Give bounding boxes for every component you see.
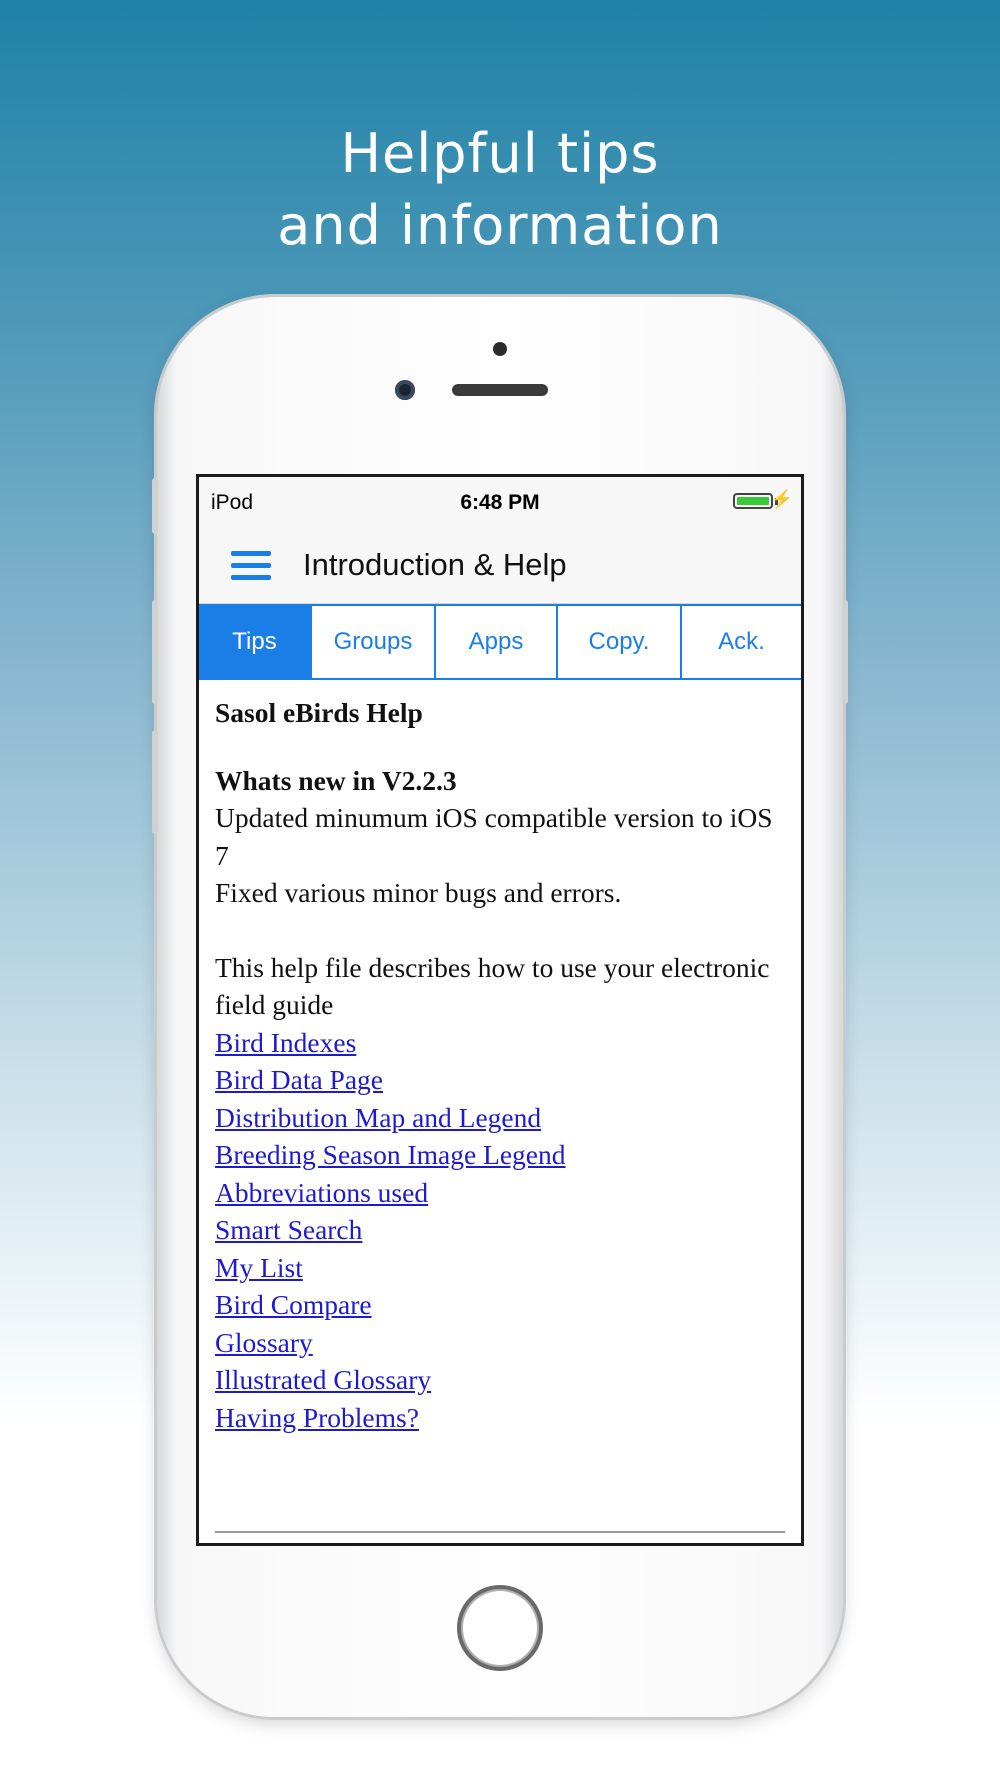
tab-groups[interactable]: Groups	[312, 606, 436, 678]
link-distribution-map[interactable]: Distribution Map and Legend	[215, 1101, 542, 1133]
content-divider	[215, 1531, 785, 1533]
tab-bar	[199, 604, 801, 680]
link-illustrated-glossary[interactable]: Illustrated Glossary	[215, 1364, 432, 1395]
headline-line-1: Helpful tips	[340, 122, 660, 185]
charging-icon: ⚡	[770, 489, 793, 509]
status-time: 6:48 PM	[460, 491, 540, 514]
home-button[interactable]	[457, 1585, 543, 1671]
link-having-problems[interactable]: Having Problems?	[215, 1401, 419, 1433]
link-bird-indexes[interactable]: Bird Indexes	[215, 1026, 357, 1058]
link-glossary[interactable]: Glossary	[215, 1326, 313, 1358]
help-title: Sasol eBirds Help	[215, 697, 423, 728]
earpiece-speaker	[452, 384, 548, 396]
tab-acknowledgements[interactable]: Ack.	[718, 628, 765, 655]
whats-new-heading: Whats new in V2.2.3	[215, 764, 457, 796]
link-my-list[interactable]: My List	[215, 1251, 303, 1283]
phone-screen	[196, 474, 804, 1546]
headline	[0, 118, 1000, 262]
headline-line-2: and information	[277, 194, 723, 257]
hamburger-menu-icon[interactable]	[231, 551, 271, 581]
front-camera	[395, 380, 415, 400]
tab-apps[interactable]: Apps	[436, 606, 558, 678]
power-button	[842, 600, 848, 704]
help-intro: This help file describes how to use your electronic field guide	[215, 951, 770, 1020]
link-smart-search[interactable]: Smart Search	[215, 1214, 363, 1245]
device-name: iPod	[211, 491, 254, 514]
mute-switch	[152, 478, 158, 534]
help-content	[199, 680, 801, 1436]
tab-copyright[interactable]: Copy.	[558, 606, 682, 678]
volume-down-button	[152, 730, 158, 834]
proximity-sensor	[493, 342, 507, 356]
volume-up-button	[152, 600, 158, 704]
navigation-bar	[199, 525, 801, 604]
page-title: Introduction & Help	[303, 547, 567, 582]
link-breeding-season-legend[interactable]: Breeding Season Image Legend	[215, 1139, 566, 1170]
link-abbreviations[interactable]: Abbreviations used	[215, 1176, 429, 1208]
link-bird-data-page[interactable]: Bird Data Page	[215, 1064, 384, 1095]
whats-new-item: Updated minumum iOS compatible version to iOS 7	[215, 802, 773, 871]
link-bird-compare[interactable]: Bird Compare	[215, 1289, 372, 1320]
whats-new-item: Fixed various minor bugs and errors.	[215, 877, 622, 908]
tab-tips[interactable]: Tips	[199, 606, 312, 678]
battery-icon	[733, 493, 773, 509]
status-bar	[199, 477, 801, 525]
